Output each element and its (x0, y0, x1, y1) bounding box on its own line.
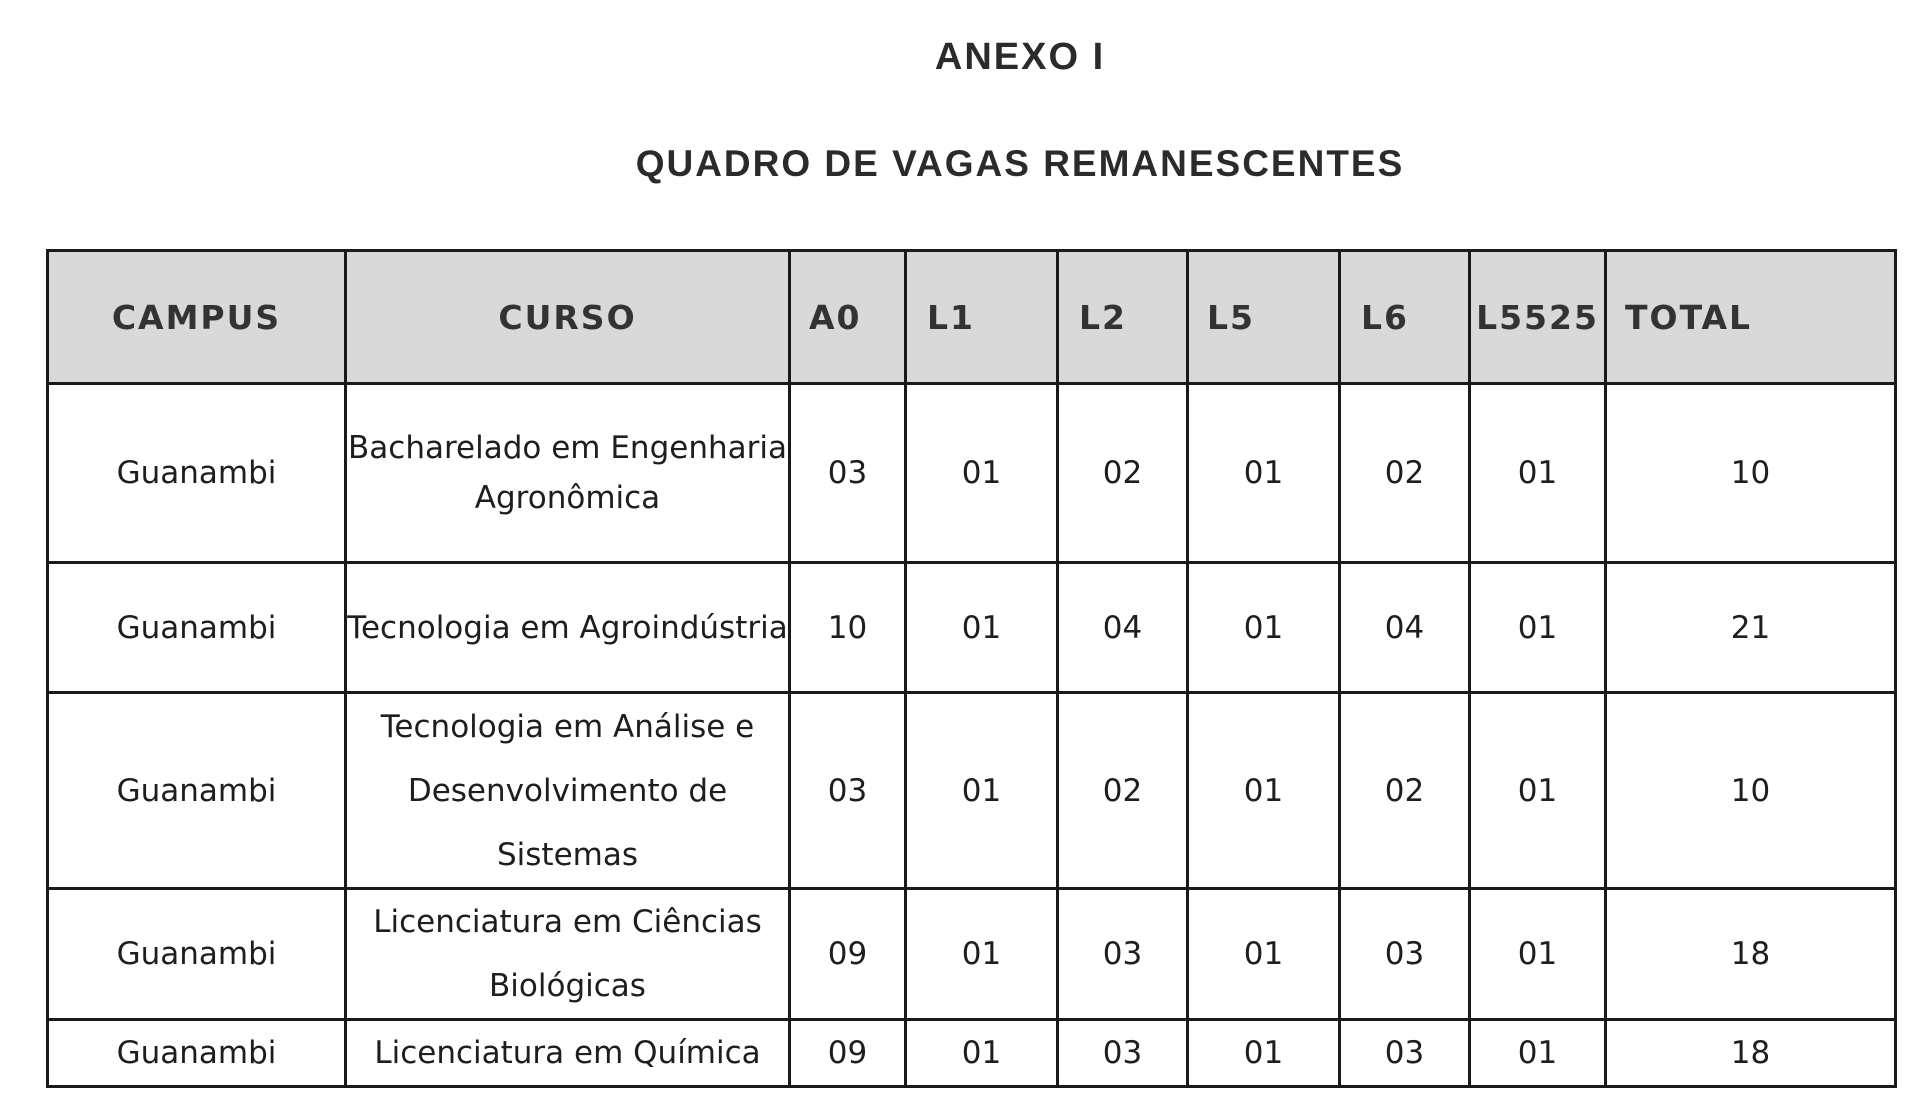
table-row (48, 889, 1896, 1020)
cell-total: 10 (1606, 384, 1896, 563)
cell-l6: 04 (1340, 563, 1470, 693)
header-total: TOTAL (1606, 251, 1896, 384)
header-l6: L6 (1340, 251, 1470, 384)
cell-l5: 01 (1188, 693, 1340, 889)
cell-l5525: 01 (1470, 1020, 1606, 1087)
cell-campus: Guanambi (48, 693, 346, 889)
cell-l2: 03 (1058, 1020, 1188, 1087)
cell-l1: 01 (906, 1020, 1058, 1087)
cell-a0: 03 (790, 693, 906, 889)
cell-l1: 01 (906, 384, 1058, 563)
header-l2: L2 (1058, 251, 1188, 384)
header-curso: CURSO (346, 251, 790, 384)
table-row (48, 1020, 1896, 1087)
cell-a0: 03 (790, 384, 906, 563)
cell-total: 10 (1606, 693, 1896, 889)
cell-l6: 03 (1340, 1020, 1470, 1087)
cell-l5525: 01 (1470, 889, 1606, 1020)
cell-campus: Guanambi (48, 889, 346, 1020)
cell-total: 18 (1606, 1020, 1896, 1087)
cell-curso: Tecnologia em Análise e Desenvolvimento de Sistemas (346, 693, 790, 889)
header-l1: L1 (906, 251, 1058, 384)
cell-l5: 01 (1188, 563, 1340, 693)
cell-l5: 01 (1188, 384, 1340, 563)
cell-l2: 02 (1058, 693, 1188, 889)
cell-l6: 02 (1340, 693, 1470, 889)
cell-campus: Guanambi (48, 563, 346, 693)
cell-l2: 03 (1058, 889, 1188, 1020)
cell-curso: Licenciatura em Ciências Biológicas (346, 889, 790, 1020)
cell-l1: 01 (906, 563, 1058, 693)
table-header-row (48, 251, 1896, 384)
cell-total: 18 (1606, 889, 1896, 1020)
cell-campus: Guanambi (48, 384, 346, 563)
vagas-table (46, 249, 1897, 1088)
cell-curso: Bacharelado em Engenharia Agronômica (346, 384, 790, 563)
cell-l5: 01 (1188, 1020, 1340, 1087)
header-l5: L5 (1188, 251, 1340, 384)
cell-l1: 01 (906, 693, 1058, 889)
cell-a0: 10 (790, 563, 906, 693)
cell-a0: 09 (790, 1020, 906, 1087)
cell-l6: 02 (1340, 384, 1470, 563)
cell-l5525: 01 (1470, 384, 1606, 563)
document-subtitle: QUADRO DE VAGAS REMANESCENTES (635, 143, 1405, 184)
cell-a0: 09 (790, 889, 906, 1020)
table-row (48, 563, 1896, 693)
table-row (48, 384, 1896, 563)
table-row (48, 693, 1896, 889)
cell-l5525: 01 (1470, 693, 1606, 889)
cell-curso: Licenciatura em Química (346, 1020, 790, 1087)
header-campus: CAMPUS (48, 251, 346, 384)
header-a0: A0 (790, 251, 906, 384)
header-l5525: L5525 (1470, 251, 1606, 384)
cell-campus: Guanambi (48, 1020, 346, 1087)
cell-l1: 01 (906, 889, 1058, 1020)
cell-total: 21 (1606, 563, 1896, 693)
cell-curso: Tecnologia em Agroindústria (346, 563, 790, 693)
cell-l6: 03 (1340, 889, 1470, 1020)
cell-l5: 01 (1188, 889, 1340, 1020)
cell-l2: 04 (1058, 563, 1188, 693)
document-title: ANEXO I (934, 36, 1106, 78)
cell-l2: 02 (1058, 384, 1188, 563)
cell-l5525: 01 (1470, 563, 1606, 693)
